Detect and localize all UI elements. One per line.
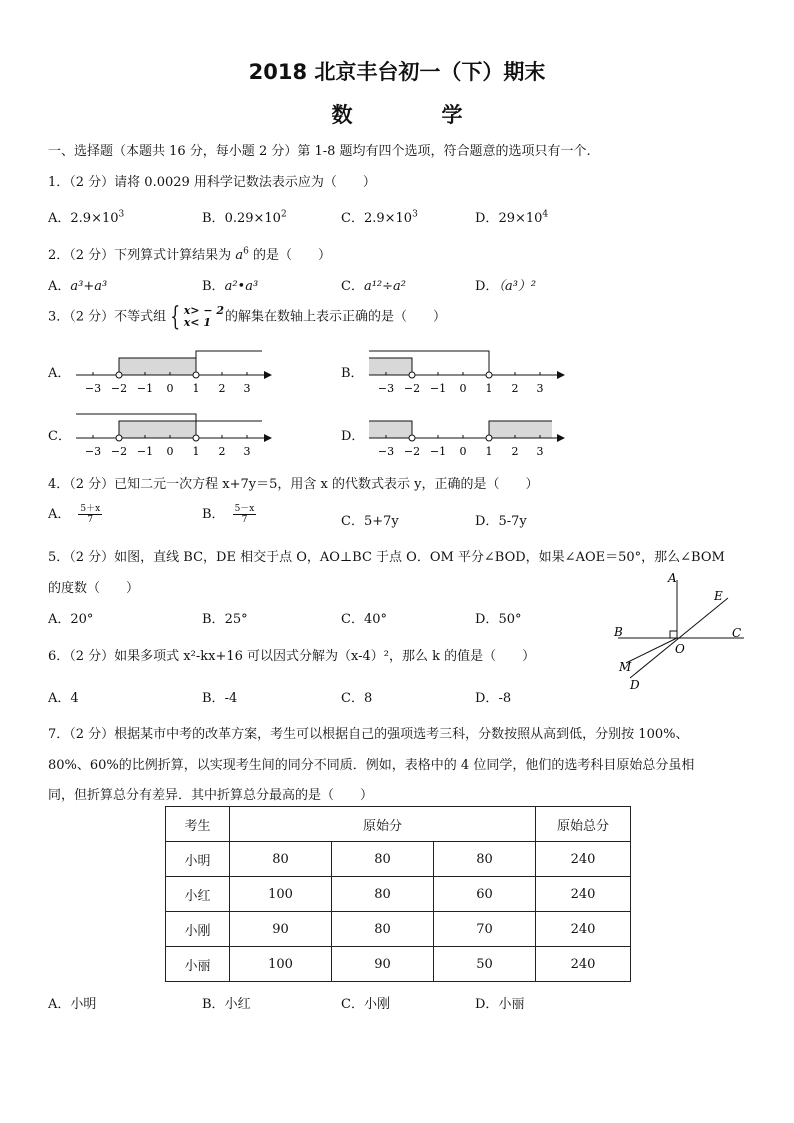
tick-label: 2 <box>218 445 226 458</box>
q2-option-c[interactable]: C．a¹²÷a² <box>341 279 406 294</box>
tick-label: 2 <box>511 382 519 395</box>
score-table <box>165 806 631 982</box>
question-7-stem-line1: 7．（2 分）根据某市中考的改革方案，考生可以根据自己的强项选考三科，分数按照从高到低，分别按 100%、 <box>48 727 689 742</box>
q5-option-a[interactable]: A．20° <box>48 612 94 627</box>
tick-label: 2 <box>218 382 226 395</box>
label-c: C <box>732 626 742 640</box>
shaded-region <box>489 421 552 438</box>
q7-option-a[interactable]: A．小明 <box>48 997 97 1012</box>
question-2-stem: 2．（2 分）下列算式计算结果为 $a^6$ 的是（ ） <box>48 246 331 263</box>
tick-label: −3 <box>84 445 102 458</box>
header-student: 考生 <box>166 807 230 842</box>
axis-arrow <box>264 434 272 442</box>
open-point <box>116 372 122 378</box>
q1-option-c[interactable]: C．$2.9\times 10^3$ <box>341 209 418 226</box>
q4-option-d[interactable]: D．5-7y <box>475 514 527 529</box>
q1-option-d[interactable]: D．$29\times 10^4$ <box>475 209 549 226</box>
tick-label: −3 <box>377 382 395 395</box>
q6-option-c[interactable]: C．8 <box>341 691 373 706</box>
question-5-stem-line2: 的度数（ ） <box>48 581 140 596</box>
question-4-stem: 4．（2 分）已知二元一次方程 x+7y＝5，用含 x 的代数式表示 y，正确的是（ ） <box>48 477 539 492</box>
section-heading: 一、选择题（本题共 16 分，每小题 2 分）第 1-8 题均有四个选项，符合题意的选项只有一个. <box>48 144 591 159</box>
label-b: B <box>614 625 623 639</box>
label-e: E <box>714 589 723 603</box>
question-5-stem-line1: 5．（2 分）如图，直线 BC，DE 相交于点 O，AO⊥BC 于点 O．OM 平分∠BOD，如果∠AOE＝50°，那么∠BOM <box>48 550 725 565</box>
q2-option-a[interactable]: A．a³+a³ <box>48 279 108 294</box>
shaded-region <box>369 358 412 375</box>
q3-option-d-label[interactable]: D． <box>341 429 365 444</box>
table-row: 小刚 90 80 70 240 <box>166 912 631 947</box>
tick-label: 1 <box>192 382 200 395</box>
open-point <box>486 435 492 441</box>
tick-label: 0 <box>166 445 174 458</box>
q7-option-c[interactable]: C．小刚 <box>341 997 390 1012</box>
table-header-row <box>166 807 631 842</box>
ray-om <box>626 638 677 663</box>
tick-label: −1 <box>136 382 154 395</box>
tick-label: −2 <box>403 382 421 395</box>
table-row: 小丽 100 90 50 240 <box>166 947 631 982</box>
label-m: M <box>619 660 632 674</box>
axis-arrow <box>557 434 565 442</box>
number-line-b <box>369 348 569 398</box>
question-1-stem: 1．（2 分）请将 0.0029 用科学记数法表示应为（ ） <box>48 175 376 190</box>
question-7-stem-line3: 同，但折算总分有差异．其中折算总分最高的是（ ） <box>48 788 374 803</box>
question-3-stem: 3．（2 分）不等式组 { x> − 2 x< 1 的解集在数轴上表示正确的是（ ） <box>48 302 447 332</box>
q5-option-c[interactable]: C．40° <box>341 612 387 627</box>
tick-label: 0 <box>166 382 174 395</box>
shaded-region <box>369 421 412 438</box>
tick-label: 3 <box>243 445 251 458</box>
subject-title: 数 学 <box>331 103 497 127</box>
axis-arrow <box>264 371 272 379</box>
ray-right <box>196 351 262 375</box>
q3-option-c-label[interactable]: C． <box>48 429 71 444</box>
open-point <box>193 372 199 378</box>
geometry-figure <box>606 568 756 696</box>
tick-label: 3 <box>536 382 544 395</box>
q6-option-b[interactable]: B．-4 <box>202 691 238 706</box>
tick-label: 0 <box>459 382 467 395</box>
tick-label: −1 <box>429 445 447 458</box>
label-a: A <box>668 571 677 585</box>
q3-option-b-label[interactable]: B． <box>341 366 364 381</box>
open-point <box>193 435 199 441</box>
tick-label: 3 <box>536 445 544 458</box>
q6-option-a[interactable]: A．4 <box>48 691 79 706</box>
axis-arrow <box>557 371 565 379</box>
tick-label: −3 <box>377 445 395 458</box>
tick-label: 0 <box>459 445 467 458</box>
tick-label: −2 <box>110 382 128 395</box>
number-line-a <box>76 348 276 398</box>
label-o: O <box>675 642 685 656</box>
shaded-region <box>119 358 196 375</box>
header-raw-score: 原始分 <box>230 807 536 842</box>
open-point <box>116 435 122 441</box>
q7-option-d[interactable]: D．小丽 <box>475 997 525 1012</box>
tick-label: 1 <box>485 445 493 458</box>
question-6-stem: 6．（2 分）如果多项式 x²-kx+16 可以因式分解为（x-4）²，那么 k 的值是（ ） <box>48 649 536 664</box>
shaded-region <box>119 421 196 438</box>
q3-option-a-label[interactable]: A． <box>48 366 71 381</box>
question-7-stem-line2: 80%、60%的比例折算，以实现考生间的同分不同质．例如，表格中的 4 位同学，他们的选考科目原始总分虽相 <box>48 758 695 773</box>
q4-option-a[interactable]: A． $\frac{5+x}{7}$ <box>48 504 101 525</box>
q5-option-d[interactable]: D．50° <box>475 612 522 627</box>
table-row: 小红 100 80 60 240 <box>166 877 631 912</box>
right-angle-mark <box>670 631 677 638</box>
open-point <box>486 372 492 378</box>
number-line-c <box>76 411 276 461</box>
tick-label: −2 <box>403 445 421 458</box>
table-row: 小明 80 80 80 240 <box>166 842 631 877</box>
q4-option-c[interactable]: C．5+7y <box>341 514 399 529</box>
tick-label: −2 <box>110 445 128 458</box>
q2-option-d[interactable]: D．（a³）² <box>475 279 537 294</box>
open-point <box>409 372 415 378</box>
page-title: 2018 北京丰台初一（下）期末 <box>248 60 546 84</box>
label-d: D <box>630 678 640 692</box>
q2-option-b[interactable]: B．a²•a³ <box>202 279 259 294</box>
q1-option-a[interactable]: A．$2.9\times 10^3$ <box>48 209 125 226</box>
tick-label: 1 <box>485 382 493 395</box>
q1-option-b[interactable]: B．$0.29\times 10^2$ <box>202 209 287 226</box>
q6-option-d[interactable]: D．-8 <box>475 691 512 706</box>
tick-label: −1 <box>136 445 154 458</box>
tick-label: 3 <box>243 382 251 395</box>
q4-option-b[interactable]: B． $\frac{5-x}{7}$ <box>202 504 255 525</box>
number-line-d <box>369 411 569 461</box>
inequality-system: { x> − 2 x< 1 <box>170 302 225 332</box>
tick-label: −3 <box>84 382 102 395</box>
q7-option-b[interactable]: B．小红 <box>202 997 251 1012</box>
tick-label: 1 <box>192 445 200 458</box>
tick-label: 2 <box>511 445 519 458</box>
header-raw-total: 原始总分 <box>536 807 631 842</box>
tick-label: −1 <box>429 382 447 395</box>
q5-option-b[interactable]: B．25° <box>202 612 248 627</box>
open-point <box>409 435 415 441</box>
